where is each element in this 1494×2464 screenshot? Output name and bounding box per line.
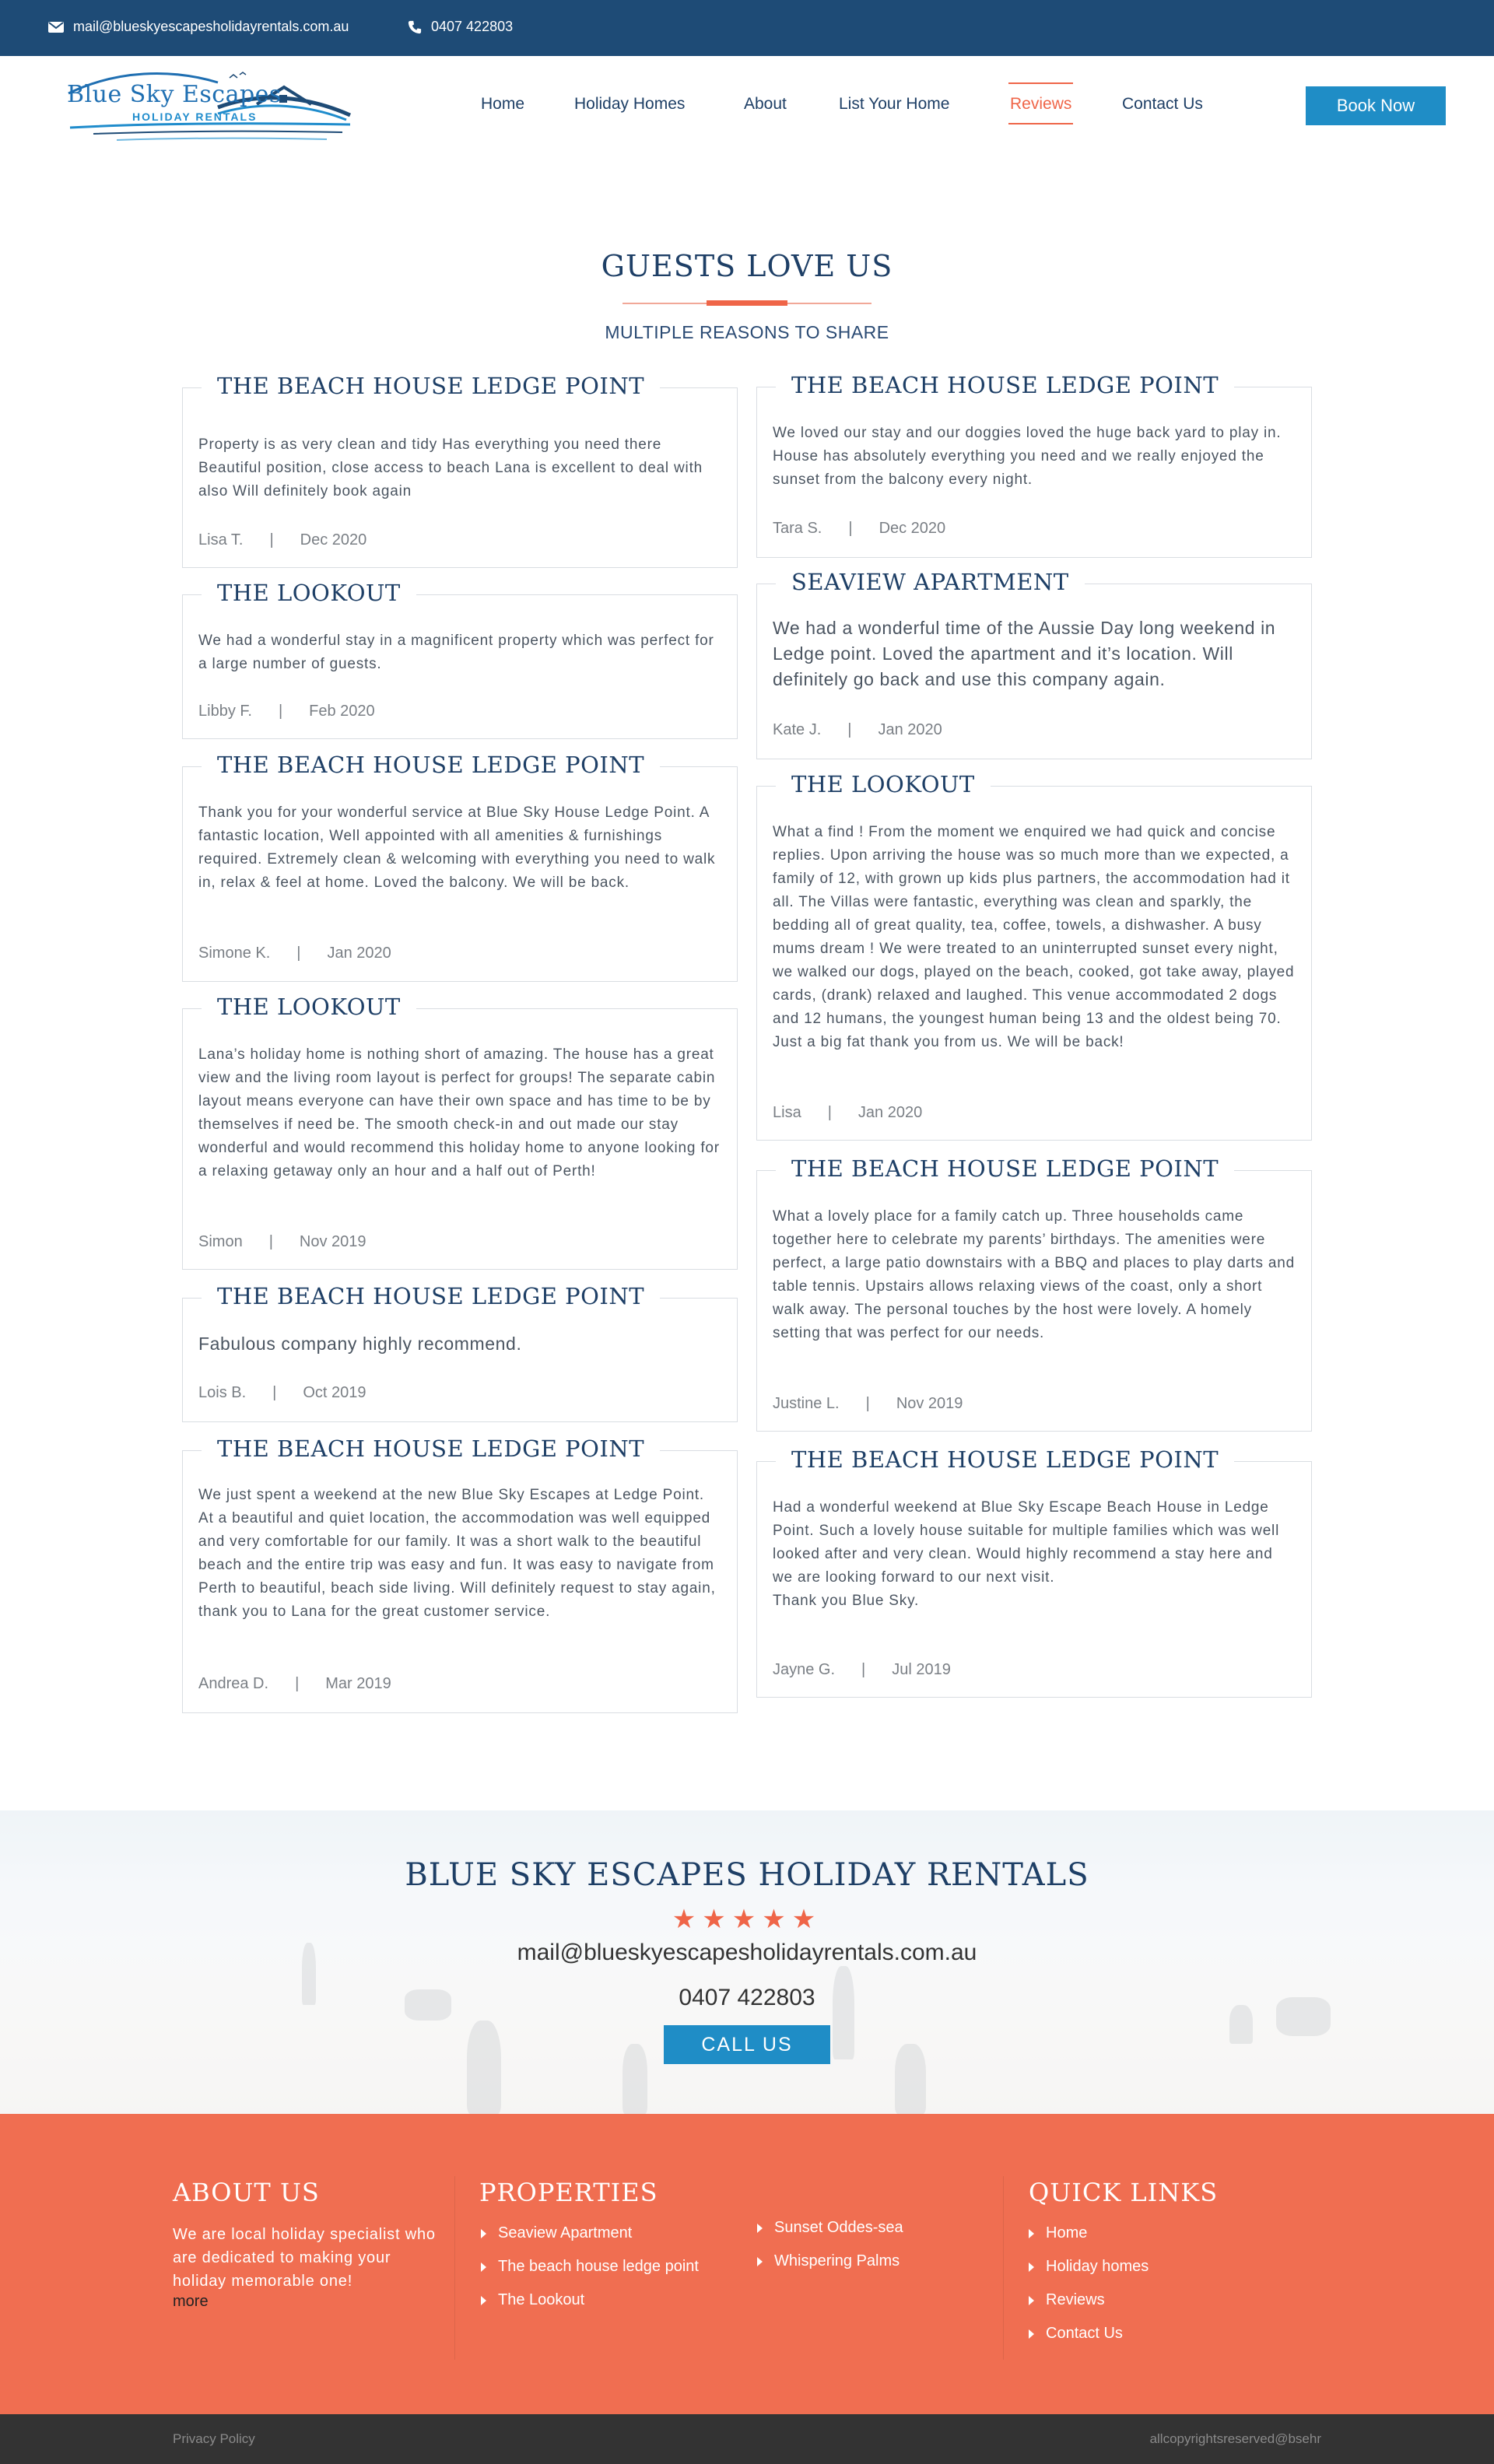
logo-title: Blue Sky Escapes: [67, 81, 282, 108]
arrow-right-icon: [1029, 2262, 1034, 2272]
top-phone-link[interactable]: [408, 19, 513, 35]
review-card: [182, 1283, 738, 1422]
review-meta: Simone K. | Jan 2020: [198, 945, 391, 962]
review-meta: Andrea D. | Mar 2019: [198, 1675, 391, 1692]
reviews-subtitle: MULTIPLE REASONS TO SHARE: [605, 322, 889, 342]
review-text: Fabulous company highly recommend.: [198, 1334, 522, 1354]
review-author: Lisa: [773, 1104, 801, 1121]
review-title: THE BEACH HOUSE LEDGE POINT: [776, 1446, 1234, 1473]
envelope-icon: [48, 21, 64, 33]
footer-quick-link-label[interactable]: Contact Us: [1046, 2325, 1123, 2342]
contact-banner: [0, 1810, 1494, 2114]
footer-quick-links-title: QUICK LINKS: [1029, 2178, 1219, 2207]
review-card: [756, 569, 1312, 759]
review-author: Simon: [198, 1233, 243, 1250]
footer-more-link[interactable]: more: [173, 2293, 209, 2310]
book-now-button[interactable]: Book Now: [1306, 86, 1446, 125]
top-contact-bar: [0, 0, 1494, 56]
review-title: THE BEACH HOUSE LEDGE POINT: [202, 1435, 660, 1462]
arrow-right-icon: [481, 2229, 486, 2238]
review-date: Jan 2020: [857, 1104, 923, 1121]
arrow-right-icon: [481, 2296, 486, 2305]
review-card: [182, 1435, 738, 1713]
arrow-right-icon: [481, 2262, 486, 2272]
review-meta: Lois B. | Oct 2019: [198, 1384, 366, 1401]
arrow-right-icon: [757, 2224, 763, 2233]
review-card: [756, 1155, 1312, 1432]
rating-stars: ★★★★★: [672, 1905, 822, 1934]
bottom-bar: [0, 2414, 1494, 2464]
footer-property-link[interactable]: [481, 2291, 584, 2309]
review-author: Andrea D.: [198, 1675, 269, 1692]
arrow-right-icon: [1029, 2296, 1034, 2305]
review-meta: Kate J. | Jan 2020: [773, 721, 942, 738]
review-date: Feb 2020: [309, 703, 375, 720]
banner-phone-link[interactable]: 0407 422803: [679, 1985, 815, 2010]
reviews-title: GUESTS LOVE US: [601, 249, 893, 283]
copyright-text: allcopyrightsreserved@bsehr: [1149, 2431, 1321, 2446]
review-text: We loved our stay and our doggies loved the huge back yard to play in. House has absolutely everything you need and we really enjoyed the sunset from the balcony every night.: [773, 425, 1282, 488]
arrow-right-icon: [1029, 2329, 1034, 2339]
review-text-main: Had a wonderful weekend at Blue Sky Escape Beach House in Ledge Point. Such a lovely house suitable for multiple families which was well looked after and very clean. Would highly recommend a stay here and we are looking forward to our next visit.: [773, 1499, 1280, 1586]
review-date: Jan 2020: [327, 945, 391, 962]
footer-property-label[interactable]: The beach house ledge point: [498, 2258, 699, 2275]
footer-about-text: We are local holiday specialist who are dedicated to making your holiday memorable one!: [173, 2226, 436, 2290]
banner-title: BLUE SKY ESCAPES HOLIDAY RENTALS: [405, 1857, 1089, 1893]
review-author: Simone K.: [198, 945, 271, 962]
review-author: Jayne G.: [773, 1661, 836, 1678]
nav-contact-us[interactable]: Contact Us: [1122, 95, 1203, 113]
review-card: [182, 580, 738, 739]
review-text: What a find ! From the moment we enquired we had quick and concise replies. Upon arriving the house was so much more than we expected, a family of 12, with grown up kids plus partners, the accommodation had it all. The Villas were fantastic, everything was clean and sparkly, the bedding all of great quality, tea, coffee, towels, a dishwasher. A busy mums dream ! We were treated to an uninterrupted sunset every night, we walked our dogs, played on the beach, cooked, got take away, played cards, (drank) relaxed and laughed. This venue accommodated 2 dogs and 12 humans, the youngest human being 13 and the oldest being 70. Just a big fat thank you from us. We will be back!: [773, 824, 1295, 1050]
review-title: THE BEACH HOUSE LEDGE POINT: [776, 372, 1234, 398]
arrow-right-icon: [757, 2257, 763, 2266]
review-title: THE LOOKOUT: [202, 994, 416, 1020]
review-text: [773, 1496, 1296, 1613]
review-text: Thank you for your wonderful service at Blue Sky House Ledge Point. A fantastic location, Well appointed with all amenities & furnishings required. Extremely clean & welcoming with everything you need to walk in, relax & feel at home. Loved the balcony. We will be back.: [198, 804, 716, 891]
review-card: [756, 771, 1312, 1141]
review-date: Jul 2019: [892, 1661, 951, 1678]
footer-quick-link-label[interactable]: Holiday homes: [1046, 2258, 1149, 2275]
review-meta: Tara S. | Dec 2020: [773, 520, 946, 537]
review-author: Lisa T.: [198, 531, 244, 549]
review-text: We had a wonderful stay in a magnificent property which was perfect for a large number of guests.: [198, 633, 714, 672]
review-text: Lana’s holiday home is nothing short of amazing. The house has a great view and the living room layout is perfect for groups! The separate cabin layout means everyone can have their own space and has time to be by themselves if need be. The smooth check-in and out made our stay wonderful and would recommend this holiday home to anyone looking for a relaxing getaway only an hour and a half out of Perth!: [198, 1046, 720, 1179]
footer-quick-link[interactable]: [1029, 2325, 1123, 2343]
review-text-signoff: Thank you Blue Sky.: [773, 1593, 920, 1609]
nav-holiday-homes[interactable]: Holiday Homes: [574, 95, 686, 113]
footer-property-label[interactable]: The Lookout: [498, 2291, 585, 2308]
footer-property-link[interactable]: [481, 2258, 699, 2276]
review-title: THE LOOKOUT: [202, 580, 416, 606]
review-text: We just spent a weekend at the new Blue Sky Escapes at Ledge Point. At a beautiful and quiet location, the accommodation was well equipped and very comfortable for our family. It was a short walk to the beautiful beach and the entire trip was easy and fun. It was easy to navigate from Perth to beautiful, beach side living. Will definitely request to stay again, thank you to Lana for the great customer service.: [198, 1487, 716, 1620]
review-title: SEAVIEW APARTMENT: [776, 569, 1085, 595]
review-title: THE BEACH HOUSE LEDGE POINT: [202, 752, 660, 778]
review-meta: Simon | Nov 2019: [198, 1233, 366, 1250]
review-text: What a lovely place for a family catch up. Three households came together here to celebrate my parents’ birthdays. The amenities were perfect, a large patio downstairs with a BBQ and places to play darts and table tennis. Upstairs allows relaxing views of the coast, only a short walk away. The personal touches by the host were lovely. A homely setting that was perfect for our needs.: [773, 1208, 1295, 1341]
footer-properties-title: PROPERTIES: [479, 2178, 658, 2207]
arrow-right-icon: [1029, 2229, 1034, 2238]
site-logo[interactable]: [62, 64, 358, 149]
review-author: Lois B.: [198, 1384, 247, 1401]
footer-divider: [1003, 2176, 1004, 2360]
site-header: [0, 56, 1494, 156]
review-title: THE BEACH HOUSE LEDGE POINT: [776, 1155, 1234, 1182]
review-card: [182, 752, 738, 982]
review-date: Dec 2020: [879, 520, 946, 537]
review-date: Mar 2019: [325, 1675, 391, 1692]
footer-property-link[interactable]: [757, 2219, 903, 2237]
review-date: Oct 2019: [303, 1384, 366, 1401]
top-email-link[interactable]: [48, 19, 349, 35]
review-text: We had a wonderful time of the Aussie Day long weekend in Ledge point. Loved the apartment and it’s location. Will definitely go back and use this company again.: [773, 618, 1276, 689]
review-meta: Libby F. | Feb 2020: [198, 703, 375, 720]
nav-list-your-home[interactable]: List Your Home: [839, 95, 950, 113]
site-footer: [0, 2114, 1494, 2414]
review-card: [182, 373, 738, 568]
footer-property-link[interactable]: [481, 2224, 632, 2242]
review-title: THE BEACH HOUSE LEDGE POINT: [202, 373, 660, 399]
footer-quick-link-label[interactable]: Reviews: [1046, 2291, 1105, 2308]
footer-property-label[interactable]: Seaview Apartment: [498, 2224, 633, 2241]
review-meta: Jayne G. | Jul 2019: [773, 1661, 951, 1678]
nav-home[interactable]: Home: [481, 95, 525, 113]
review-author: Justine L.: [773, 1395, 840, 1412]
top-email-text[interactable]: mail@blueskyescapesholidayrentals.com.au: [73, 19, 349, 34]
review-author: Kate J.: [773, 721, 822, 738]
review-date: Dec 2020: [300, 531, 367, 549]
footer-quick-link[interactable]: [1029, 2224, 1087, 2242]
review-author: Tara S.: [773, 520, 822, 537]
review-date: Jan 2020: [878, 721, 942, 738]
footer-quick-link-label[interactable]: Home: [1046, 2224, 1088, 2241]
logo-subtitle: HOLIDAY RENTALS: [132, 110, 258, 123]
review-text: Property is as very clean and tidy Has everything you need there Beautiful position, close access to beach Lana is excellent to deal with also Will definitely book again: [198, 436, 703, 499]
phone-icon: [408, 20, 422, 34]
review-meta: Lisa | Jan 2020: [773, 1104, 923, 1121]
nav-about[interactable]: About: [744, 95, 787, 113]
top-phone-text[interactable]: 0407 422803: [431, 19, 514, 34]
review-card: [756, 1446, 1312, 1698]
footer-quick-link[interactable]: [1029, 2258, 1149, 2276]
footer-divider: [454, 2176, 455, 2360]
review-card: [756, 372, 1312, 558]
footer-property-link[interactable]: [757, 2252, 900, 2270]
review-card: [182, 994, 738, 1270]
review-title: THE BEACH HOUSE LEDGE POINT: [202, 1283, 660, 1309]
footer-quick-link[interactable]: [1029, 2291, 1105, 2309]
review-title: THE LOOKOUT: [776, 771, 991, 797]
review-date: Nov 2019: [299, 1233, 366, 1250]
title-divider-accent: [707, 300, 787, 306]
review-date: Nov 2019: [896, 1395, 963, 1412]
review-author: Libby F.: [198, 703, 252, 720]
footer-about-title: ABOUT US: [173, 2178, 320, 2207]
review-meta: Lisa T. | Dec 2020: [198, 531, 367, 549]
review-meta: Justine L. | Nov 2019: [773, 1395, 963, 1412]
privacy-policy-link[interactable]: Privacy Policy: [173, 2431, 255, 2446]
nav-reviews[interactable]: Reviews: [1010, 95, 1072, 113]
footer-property-label[interactable]: Sunset Oddes-sea: [774, 2219, 903, 2236]
call-us-button[interactable]: CALL US: [664, 2025, 830, 2064]
footer-property-label[interactable]: Whispering Palms: [774, 2252, 900, 2269]
banner-email-link[interactable]: mail@blueskyescapesholidayrentals.com.au: [517, 1940, 977, 1965]
